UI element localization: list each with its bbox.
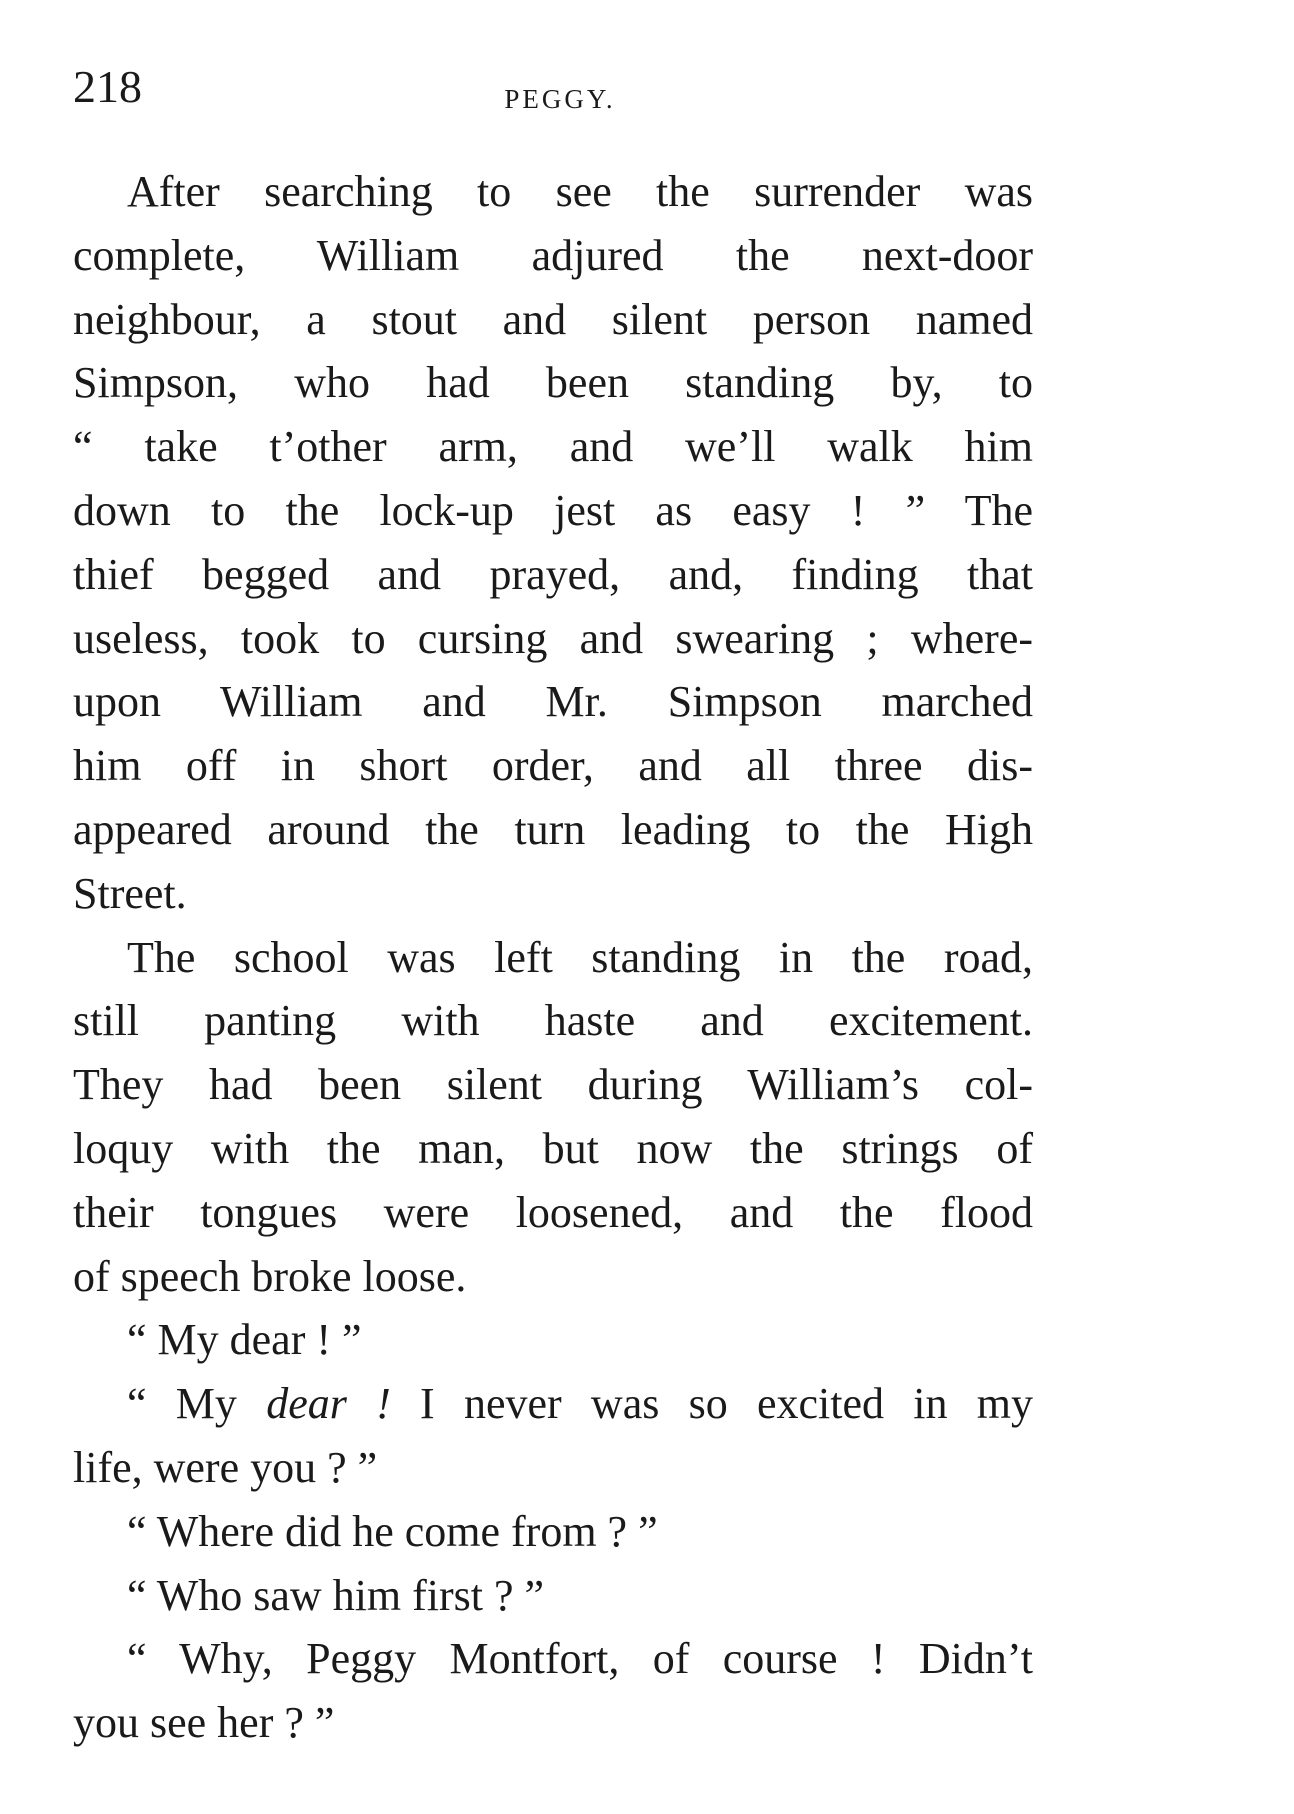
text-line: still panting with haste and excitement. (73, 996, 1033, 1046)
text-line: their tongues were loosened, and the flood (73, 1187, 1033, 1237)
text-line: you see her ? ” (73, 1698, 335, 1748)
text-line: Street. (73, 868, 187, 918)
text-line: him off in short order, and all three dis- (73, 741, 1033, 791)
running-title (0, 86, 1120, 113)
text-line: complete, William adjured the next-door (73, 230, 1033, 280)
dialogue-2 (73, 1372, 1033, 1500)
page-number: 218 (73, 61, 142, 112)
text-line: upon William and Mr. Simpson marched (73, 677, 1033, 727)
paragraph-1 (73, 160, 1033, 926)
text-line: “ Who saw him first ? ” (127, 1570, 545, 1620)
text-line: of speech broke loose. (73, 1251, 467, 1301)
text-line: loquy with the man, but now the strings of (73, 1123, 1033, 1173)
text-line: neighbour, a stout and silent person named (73, 294, 1033, 344)
dialogue-3 (73, 1500, 1033, 1564)
text-line: “ take t’other arm, and we’ll walk him (73, 422, 1033, 472)
body-text (73, 160, 1033, 1755)
dialogue-1 (73, 1308, 1033, 1372)
text-line: useless, took to cursing and swearing ; where- (73, 613, 1033, 663)
text-line: “ My dear ! ” (127, 1315, 362, 1365)
dialogue-emphasis: dear ! (266, 1379, 391, 1429)
text-line: They had been silent during William’s col- (73, 1060, 1033, 1110)
running-title-text: PEGGY. (504, 84, 616, 114)
text-line: Simpson, who had been standing by, to (73, 358, 1033, 408)
dialogue-5 (73, 1627, 1033, 1755)
text-line: thief begged and prayed, and, finding that (73, 549, 1033, 599)
text-line: “ Why, Peggy Montfort, of course ! Didn’t (127, 1634, 1033, 1684)
dialogue-post: I never was so excited in my (390, 1379, 1034, 1429)
text-line: After searching to see the surrender was (127, 167, 1033, 216)
text-line (73, 1372, 1033, 1436)
text-line: appeared around the turn leading to the High (73, 804, 1033, 854)
dialogue-pre: “ My (127, 1379, 267, 1429)
paragraph-2 (73, 926, 1033, 1309)
text-line: life, were you ? ” (73, 1442, 378, 1492)
text-line: “ Where did he come from ? ” (127, 1506, 658, 1556)
text-line: down to the lock-up jest as easy ! ” The (73, 485, 1033, 535)
text-line: The school was left standing in the road, (127, 932, 1033, 982)
dialogue-4 (73, 1564, 1033, 1628)
